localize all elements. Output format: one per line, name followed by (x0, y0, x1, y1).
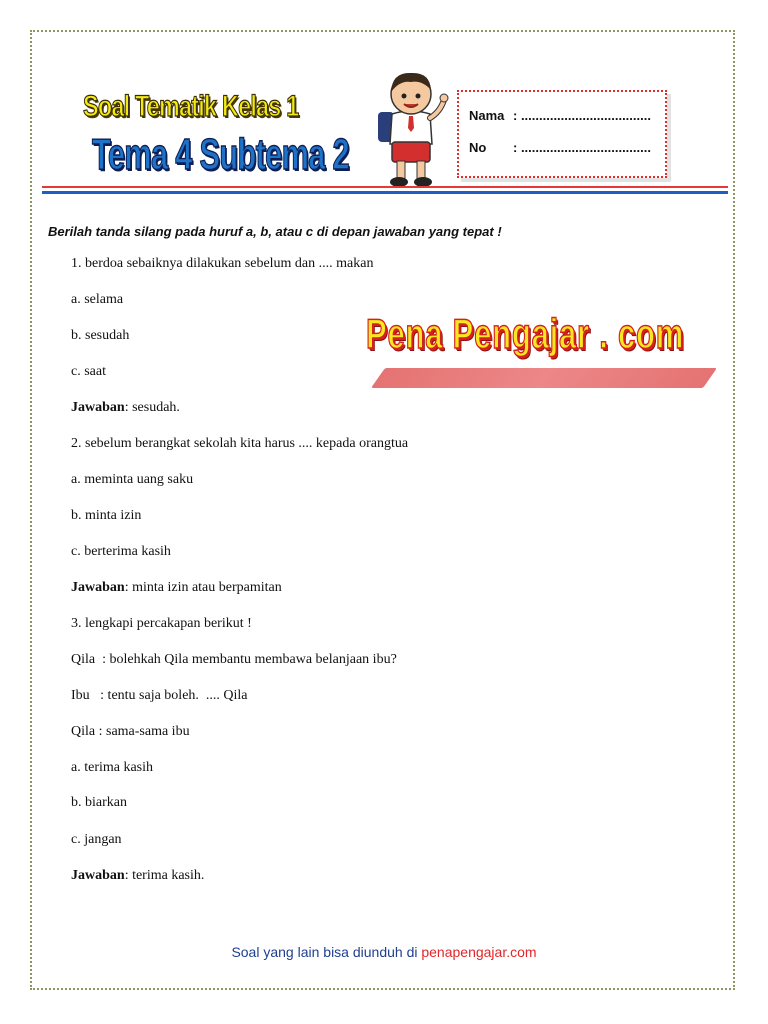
dialogue-line-2: Ibu : tentu saja boleh. .... Qila (71, 688, 248, 703)
header-rule-blue (42, 191, 728, 194)
name-label: Nama (469, 108, 505, 123)
footer-link[interactable]: penapengajar.com (421, 944, 537, 960)
question-1-text: 1. berdoa sebaiknya dilakukan sebelum dan .... makan (71, 256, 374, 271)
question-1-option-c[interactable]: c. saat (71, 364, 106, 379)
title-line-1: Soal Tematik Kelas 1 (83, 90, 299, 123)
footer-note (0, 944, 768, 960)
dialogue-line-3: Qila : sama-sama ibu (71, 724, 190, 739)
question-2-option-a[interactable]: a. meminta uang saku (71, 472, 194, 487)
question-3-answer (71, 868, 204, 884)
answer-value: : terima kasih. (124, 868, 205, 883)
question-3-option-a[interactable]: a. terima kasih (71, 760, 154, 775)
answer-label: Jawaban (71, 400, 125, 415)
footer-text: Soal yang lain bisa diunduh di (231, 944, 422, 960)
question-1-option-a[interactable]: a. selama (71, 292, 124, 307)
question-2-text: 2. sebelum berangkat sekolah kita harus .... kepada orangtua (71, 436, 409, 451)
question-2-option-c[interactable]: c. berterima kasih (71, 544, 171, 559)
watermark-reflection (371, 368, 717, 388)
number-blank: : .................................... (513, 140, 651, 155)
answer-value: : minta izin atau berpamitan (124, 580, 282, 595)
title-line-2: Tema 4 Subtema 2 (92, 130, 349, 179)
answer-label: Jawaban (71, 580, 125, 595)
instruction-text: Berilah tanda silang pada huruf a, b, atau c di depan jawaban yang tepat ! (48, 224, 502, 239)
question-2-answer (71, 580, 282, 596)
name-blank: : .................................... (513, 108, 651, 123)
watermark-logo: Pena Pengajar . com (366, 310, 685, 357)
header-rule-red (42, 186, 728, 188)
question-3-text: 3. lengkapi percakapan berikut ! (71, 616, 252, 631)
student-id-box (457, 90, 667, 178)
question-3-option-b[interactable]: b. biarkan (71, 795, 127, 810)
student-icon (372, 66, 450, 188)
dialogue-line-1: Qila : bolehkah Qila membantu membawa belanjaan ibu? (71, 652, 397, 667)
number-label: No (469, 140, 487, 155)
question-3-option-c[interactable]: c. jangan (71, 832, 122, 847)
question-2-option-b[interactable]: b. minta izin (71, 508, 142, 523)
question-1-answer (71, 400, 180, 416)
name-field[interactable] (469, 108, 651, 123)
question-1-option-b[interactable]: b. sesudah (71, 328, 130, 343)
number-field[interactable] (469, 140, 651, 155)
answer-value: : sesudah. (124, 400, 180, 415)
answer-label: Jawaban (71, 868, 125, 883)
